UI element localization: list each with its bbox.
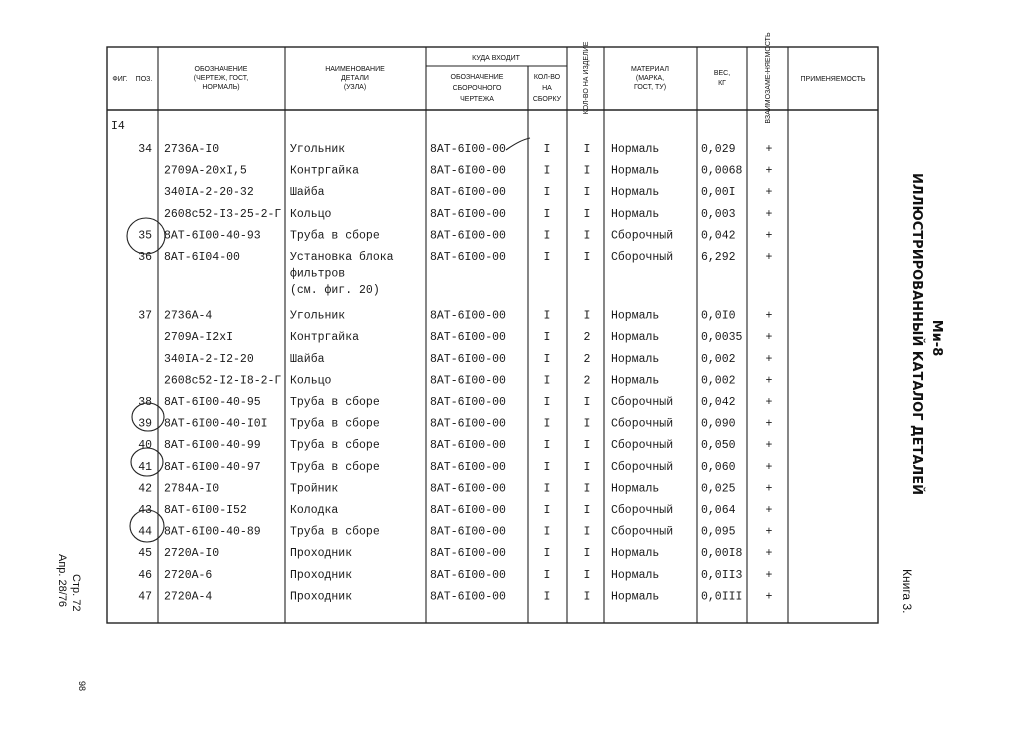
pen-stroke <box>506 138 530 150</box>
cell-weight: 0,00I8 <box>701 547 743 561</box>
cell-qty-per-product: I <box>583 439 591 453</box>
cell-designation: 8АТ-6I00-40-95 <box>164 396 261 409</box>
table-row <box>138 229 772 242</box>
cell-interchangeability: + <box>765 547 773 561</box>
cell-position: 36 <box>138 251 152 264</box>
aircraft-title: Ми-8 <box>929 319 944 357</box>
header-qty-assembly-1: КОЛ-ВО <box>533 74 561 81</box>
cell-assembly-drawing: 8АТ-6I00-00 <box>430 352 506 366</box>
cell-interchangeability: + <box>765 374 773 388</box>
cell-designation: 8АТ-6I00-40-89 <box>164 525 261 539</box>
cell-weight: 0,064 <box>701 504 736 517</box>
cell-designation: 8АТ-6I00-I52 <box>164 504 247 517</box>
cell-material: Нормаль <box>611 207 660 221</box>
cell-material: Нормаль <box>611 590 660 604</box>
figure-number: I4 <box>111 120 125 133</box>
cell-weight: 0,0II3 <box>701 568 743 582</box>
header-where-used: КУДА ВХОДИТ <box>472 55 520 62</box>
cell-part-name: Колодка <box>290 504 339 517</box>
table-row <box>138 569 772 582</box>
cell-material: Сборочный <box>611 229 674 243</box>
cell-material: Сборочный <box>611 525 674 539</box>
cell-qty-per-assembly: I <box>543 309 551 323</box>
cell-designation: 2709А-20хI,5 <box>164 164 247 178</box>
table-row <box>138 504 772 517</box>
cell-part-name: (см. фиг. 20) <box>290 284 380 297</box>
cell-designation: 8АТ-6I04-00 <box>164 251 240 264</box>
header-material-3: ГОСТ, ТУ) <box>633 84 667 91</box>
cell-part-name: Контргайка <box>290 164 360 178</box>
cell-part-name: Труба в сборе <box>290 396 380 409</box>
cell-position: 41 <box>138 460 152 474</box>
cell-part-name: Угольник <box>290 309 346 323</box>
cell-interchangeability: + <box>765 590 773 604</box>
cell-material: Нормаль <box>611 309 660 323</box>
cell-assembly-drawing: 8АТ-6I00-00 <box>430 164 506 178</box>
cell-part-name: Шайба <box>290 186 325 200</box>
cell-material: Нормаль <box>611 352 660 366</box>
cell-qty-per-assembly: I <box>543 396 551 409</box>
cell-position: 44 <box>138 525 152 539</box>
cell-position: 46 <box>138 568 152 582</box>
cell-position: 47 <box>138 590 152 604</box>
cell-part-name: Труба в сборе <box>290 525 380 539</box>
header-name-1: НАИМЕНОВАНИЕ <box>325 66 385 73</box>
cell-assembly-drawing: 8АТ-6I00-00 <box>430 590 506 604</box>
table-row <box>138 526 772 539</box>
table-row <box>138 251 772 297</box>
cell-position: 37 <box>138 309 152 323</box>
cell-weight: 0,029 <box>701 143 736 156</box>
header-assembly-3: ЧЕРТЕЖА <box>460 96 494 103</box>
cell-material: Нормаль <box>611 143 660 156</box>
sidebar <box>900 173 944 613</box>
cell-interchangeability: + <box>765 525 773 539</box>
cell-assembly-drawing: 8АТ-6I00-00 <box>430 439 506 453</box>
header-material-1: МАТЕРИАЛ <box>630 66 670 73</box>
cell-assembly-drawing: 8АТ-6I00-00 <box>430 482 506 496</box>
cell-interchangeability: + <box>765 331 773 345</box>
cell-qty-per-product: I <box>583 504 591 517</box>
cell-material: Нормаль <box>611 164 660 178</box>
header-qty-assembly-3: СБОРКУ <box>532 96 562 103</box>
cell-qty-per-assembly: I <box>543 186 551 200</box>
cell-part-name: Проходник <box>290 547 353 561</box>
cell-designation: 2736А-I0 <box>164 143 220 156</box>
cell-part-name: Труба в сборе <box>290 229 380 243</box>
cell-qty-per-product: I <box>583 229 591 243</box>
cell-material: Сборочный <box>611 251 674 264</box>
cell-part-name: Шайба <box>290 352 325 366</box>
table-row <box>138 482 772 495</box>
header-interchangeability: ВЗАИМОЗАМЕ-НЯЕМОСТЬ <box>765 32 772 124</box>
cell-interchangeability: + <box>765 396 773 409</box>
table-row <box>164 186 773 199</box>
cell-qty-per-assembly: I <box>543 331 551 345</box>
header-applicability: ПРИМЕНЯЕМОСТЬ <box>800 76 866 83</box>
table-row <box>138 310 772 323</box>
cell-interchangeability: + <box>765 504 773 517</box>
cell-qty-per-product: I <box>583 525 591 539</box>
cell-weight: 0,025 <box>701 482 736 496</box>
cell-assembly-drawing: 8АТ-6I00-00 <box>430 186 506 200</box>
header-name-3: (УЗЛА) <box>343 84 367 91</box>
cell-weight: 0,042 <box>701 396 736 409</box>
cell-qty-per-assembly: I <box>543 374 551 388</box>
cell-qty-per-assembly: I <box>543 417 551 431</box>
table-row <box>164 165 773 178</box>
cell-weight: 0,060 <box>701 460 736 474</box>
header-weight-1: ВЕС, <box>713 70 731 77</box>
cell-interchangeability: + <box>765 251 773 264</box>
cell-part-name: Установка блока <box>290 251 394 264</box>
cell-part-name: Труба в сборе <box>290 439 380 453</box>
cell-interchangeability: + <box>765 207 773 221</box>
cell-qty-per-assembly: I <box>543 251 551 264</box>
table-row <box>138 590 772 603</box>
cell-interchangeability: + <box>765 143 773 156</box>
cell-designation: 8АТ-6I00-40-99 <box>164 439 261 453</box>
header-qty-product: КОЛ-ВО НА ИЗДЕЛИЕ <box>583 41 590 115</box>
cell-weight: 0,002 <box>701 374 736 388</box>
cell-position: 45 <box>138 547 152 561</box>
cell-qty-per-assembly: I <box>543 352 551 366</box>
cell-position: 43 <box>138 504 152 517</box>
cell-designation: 2720А-6 <box>164 568 213 582</box>
cell-assembly-drawing: 8АТ-6I00-00 <box>430 396 506 409</box>
cell-interchangeability: + <box>765 164 773 178</box>
table-row <box>138 396 772 409</box>
cell-qty-per-product: I <box>583 207 591 221</box>
cell-material: Нормаль <box>611 547 660 561</box>
cell-qty-per-product: I <box>583 309 591 323</box>
cell-qty-per-assembly: I <box>543 460 551 474</box>
cell-qty-per-assembly: I <box>543 482 551 496</box>
cell-part-name: Проходник <box>290 590 353 604</box>
cell-qty-per-product: I <box>583 186 591 200</box>
cell-qty-per-product: I <box>583 460 591 474</box>
cell-assembly-drawing: 8АТ-6I00-00 <box>430 229 506 243</box>
cell-weight: 0,042 <box>701 229 736 243</box>
table-row <box>164 208 773 221</box>
cell-weight: 0,0III <box>701 590 743 604</box>
cell-part-name: Тройник <box>290 482 339 496</box>
cell-designation: 340IА-2-20-32 <box>164 186 254 200</box>
cell-qty-per-assembly: I <box>543 229 551 243</box>
cell-interchangeability: + <box>765 439 773 453</box>
cell-material: Сборочный <box>611 504 674 517</box>
footer <box>56 554 87 691</box>
cell-assembly-drawing: 8АТ-6I00-00 <box>430 331 506 345</box>
revision-date: Апр. 28/76 <box>56 554 68 608</box>
header-weight-2: КГ <box>718 80 726 87</box>
header-material-2: (МАРКА, <box>635 75 665 82</box>
cell-assembly-drawing: 8АТ-6I00-00 <box>430 460 506 474</box>
cell-qty-per-assembly: I <box>543 164 551 178</box>
cell-designation: 8АТ-6I00-40-93 <box>164 229 261 243</box>
book-number: Книга 3. <box>900 569 914 614</box>
cell-weight: 0,0I0 <box>701 309 736 323</box>
cell-qty-per-product: I <box>583 568 591 582</box>
cell-interchangeability: + <box>765 568 773 582</box>
cell-qty-per-assembly: I <box>543 143 551 156</box>
cell-assembly-drawing: 8АТ-6I00-00 <box>430 568 506 582</box>
cell-interchangeability: + <box>765 309 773 323</box>
cell-qty-per-product: I <box>583 590 591 604</box>
cell-qty-per-product: 2 <box>583 374 591 388</box>
cell-weight: 0,002 <box>701 352 736 366</box>
cell-interchangeability: + <box>765 229 773 243</box>
header-assembly-2: СБОРОЧНОГО <box>452 85 502 92</box>
catalog-title: ИЛЛЮСТРИРОВАННЫЙ КАТАЛОГ ДЕТАЛЕЙ <box>909 173 924 495</box>
header-designation-1: ОБОЗНАЧЕНИЕ <box>194 66 248 73</box>
table-row <box>138 418 772 431</box>
header-assembly-1: ОБОЗНАЧЕНИЕ <box>450 74 504 81</box>
cell-designation: 2736А-4 <box>164 309 213 323</box>
table-row <box>164 331 773 344</box>
cell-material: Сборочный <box>611 396 674 409</box>
cell-material: Нормаль <box>611 186 660 200</box>
cell-weight: 0,0068 <box>701 164 743 178</box>
cell-position: 34 <box>138 143 152 156</box>
page-number: Стр. 72 <box>70 574 82 612</box>
cell-designation: 2608с52-I3-25-2-Г <box>164 207 282 221</box>
cell-qty-per-assembly: I <box>543 207 551 221</box>
cell-weight: 0,00I <box>701 186 736 200</box>
cell-weight: 0,0035 <box>701 331 743 345</box>
cell-assembly-drawing: 8АТ-6I00-00 <box>430 547 506 561</box>
cell-weight: 0,095 <box>701 525 736 539</box>
cell-assembly-drawing: 8АТ-6I00-00 <box>430 251 506 264</box>
cell-designation: 2709А-I2хI <box>164 331 234 345</box>
table-row <box>164 353 773 366</box>
cell-weight: 0,090 <box>701 417 736 431</box>
cell-qty-per-assembly: I <box>543 504 551 517</box>
cell-position: 40 <box>138 439 152 453</box>
header-fig: ФИГ. <box>112 76 128 83</box>
cell-part-name: Труба в сборе <box>290 417 380 431</box>
cell-qty-per-product: I <box>583 417 591 431</box>
cell-qty-per-assembly: I <box>543 439 551 453</box>
cell-part-name: Труба в сборе <box>290 460 380 474</box>
cell-part-name: Контргайка <box>290 331 360 345</box>
cell-assembly-drawing: 8АТ-6I00-00 <box>430 143 506 156</box>
cell-material: Нормаль <box>611 374 660 388</box>
cell-interchangeability: + <box>765 460 773 474</box>
cell-material: Нормаль <box>611 482 660 496</box>
cell-assembly-drawing: 8АТ-6I00-00 <box>430 207 506 221</box>
header-designation-3: НОРМАЛЬ) <box>202 84 240 91</box>
cell-position: 42 <box>138 482 152 496</box>
cell-position: 39 <box>138 417 152 431</box>
cell-qty-per-product: 2 <box>583 331 591 345</box>
cell-designation: 340IА-2-I2-20 <box>164 352 254 366</box>
cell-qty-per-product: I <box>583 143 591 156</box>
cell-material: Нормаль <box>611 568 660 582</box>
cell-qty-per-product: I <box>583 482 591 496</box>
cell-qty-per-assembly: I <box>543 547 551 561</box>
cell-position: 38 <box>138 396 152 409</box>
cell-assembly-drawing: 8АТ-6I00-00 <box>430 417 506 431</box>
cell-assembly-drawing: 8АТ-6I00-00 <box>430 374 506 388</box>
table-row <box>138 143 772 156</box>
cell-designation: 8АТ-6I00-40-I0I <box>164 417 268 431</box>
cell-qty-per-product: I <box>583 396 591 409</box>
cell-material: Сборочный <box>611 460 674 474</box>
cell-material: Нормаль <box>611 331 660 345</box>
cell-part-name: Кольцо <box>290 207 332 221</box>
table-row <box>164 374 773 387</box>
cell-qty-per-product: I <box>583 251 591 264</box>
cell-interchangeability: + <box>765 482 773 496</box>
table-row <box>138 461 772 474</box>
table-row <box>138 547 772 560</box>
cell-qty-per-product: I <box>583 164 591 178</box>
cell-part-name: Угольник <box>290 143 346 156</box>
cell-assembly-drawing: 8АТ-6I00-00 <box>430 525 506 539</box>
cell-part-name: Кольцо <box>290 374 332 388</box>
cell-designation: 2720А-I0 <box>164 547 220 561</box>
cell-designation: 2720А-4 <box>164 590 213 604</box>
cell-part-name: Проходник <box>290 568 353 582</box>
cell-weight: 0,003 <box>701 207 736 221</box>
cell-assembly-drawing: 8АТ-6I00-00 <box>430 309 506 323</box>
cell-weight: 0,050 <box>701 439 736 453</box>
cell-interchangeability: + <box>765 417 773 431</box>
cell-qty-per-assembly: I <box>543 568 551 582</box>
cell-designation: 2608с52-I2-I8-2-Г <box>164 374 282 388</box>
cell-designation: 8АТ-6I00-40-97 <box>164 460 261 474</box>
header-pos: ПОЗ. <box>135 76 153 83</box>
cell-material: Сборочный <box>611 439 674 453</box>
table-body <box>138 143 772 603</box>
cell-interchangeability: + <box>765 186 773 200</box>
cell-qty-per-product: 2 <box>583 352 591 366</box>
header-designation-2: (ЧЕРТЕЖ, ГОСТ, <box>193 75 249 82</box>
cell-material: Сборочный <box>611 417 674 431</box>
cell-interchangeability: + <box>765 352 773 366</box>
cell-assembly-drawing: 8АТ-6I00-00 <box>430 504 506 517</box>
header-qty-assembly-2: НА <box>542 85 552 92</box>
cell-part-name: фильтров <box>290 267 346 281</box>
table-row <box>138 439 772 452</box>
cell-designation: 2784А-I0 <box>164 482 220 496</box>
cell-qty-per-product: I <box>583 547 591 561</box>
sheet-number: 98 <box>77 681 87 692</box>
cell-position: 35 <box>138 229 152 243</box>
cell-qty-per-assembly: I <box>543 590 551 604</box>
header-name-2: ДЕТАЛИ <box>341 75 369 82</box>
cell-weight: 6,292 <box>701 251 736 264</box>
cell-qty-per-assembly: I <box>543 525 551 539</box>
